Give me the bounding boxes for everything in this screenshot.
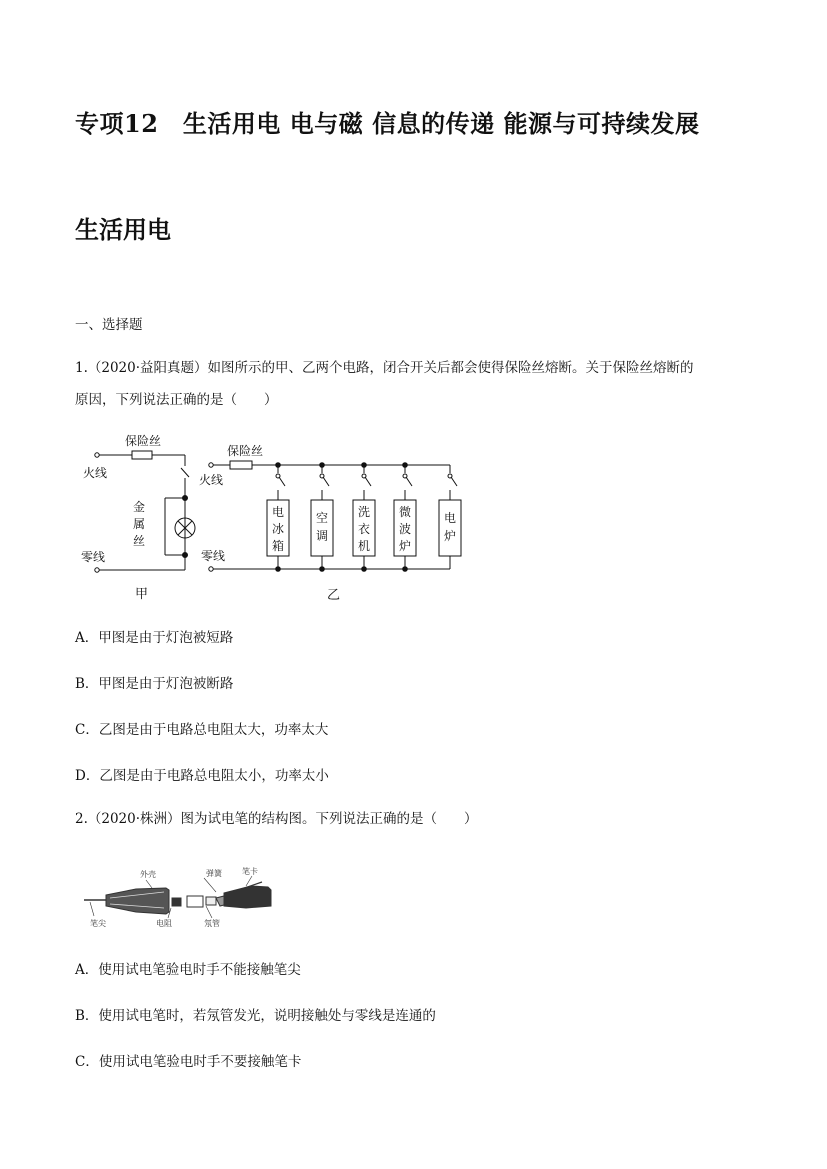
circuit-figure [75, 430, 475, 610]
question-1-line-2: 原因，下列说法正确的是（ ） [75, 392, 278, 408]
live-wire-label-yi: 火线 [199, 473, 224, 487]
appliance-char: 微 [399, 505, 412, 519]
appliance-char: 调 [316, 529, 329, 543]
appliance-char: 衣 [358, 522, 371, 536]
pen-outer-label: 外壳 [140, 870, 156, 879]
appliance-char: 炉 [444, 529, 457, 543]
appliance-char: 冰 [272, 522, 285, 536]
figure-jia-label: 甲 [135, 587, 149, 602]
appliance-char: 炉 [399, 539, 412, 553]
question-1-line-1: 1.（2020·益阳真题）如图所示的甲、乙两个电路，闭合开关后都会使得保险丝熔断。关于保险丝熔断的 [75, 360, 694, 376]
fuse-label-jia: 保险丝 [125, 434, 162, 448]
appliance-char: 波 [399, 522, 412, 536]
appliance-char: 机 [358, 539, 371, 553]
q1-option-a: A．甲图是由于灯泡被短路 [75, 630, 234, 646]
live-wire-label-jia: 火线 [83, 466, 108, 480]
pen-resistor-label: 电阻 [156, 919, 172, 928]
metal-wire-char: 金 [133, 500, 146, 514]
appliance-char: 电 [272, 505, 285, 519]
neutral-wire-label-jia: 零线 [81, 550, 106, 564]
q1-option-b: B．甲图是由于灯泡被断路 [75, 676, 234, 692]
appliance-char: 箱 [272, 539, 285, 553]
pen-tube-label: 氖管 [204, 919, 220, 928]
test-pen-figure [76, 860, 316, 936]
appliance-char: 电 [444, 511, 457, 525]
metal-wire-char: 丝 [133, 534, 146, 548]
pen-spring-label: 弹簧 [206, 869, 222, 878]
part-label: 一、选择题 [75, 317, 143, 333]
pen-clip-label: 笔卡 [242, 867, 258, 876]
question-2-line-1: 2.（2020·株洲）图为试电笔的结构图。下列说法正确的是（ ） [75, 811, 478, 827]
q2-option-b: B．使用试电笔时，若氖管发光，说明接触处与零线是连通的 [75, 1008, 436, 1024]
q1-option-d: D．乙图是由于电路总电阻太小，功率太小 [75, 768, 329, 784]
q1-option-c: C．乙图是由于电路总电阻太大，功率太大 [75, 722, 329, 738]
q2-option-a: A．使用试电笔验电时手不能接触笔尖 [75, 962, 301, 978]
pen-tip-label: 笔尖 [90, 919, 106, 928]
q2-option-c: C．使用试电笔验电时手不要接触笔卡 [75, 1054, 302, 1070]
page-title: 专项12 生活用电 电与磁 信息的传递 能源与可持续发展 [75, 109, 700, 138]
fuse-label-yi: 保险丝 [227, 444, 264, 458]
metal-wire-char: 属 [133, 517, 146, 531]
figure-yi-label: 乙 [327, 588, 341, 603]
neutral-wire-label-yi: 零线 [201, 549, 226, 563]
section-heading: 生活用电 [75, 216, 171, 244]
appliance-char: 洗 [358, 505, 371, 519]
appliance-char: 空 [316, 511, 329, 525]
